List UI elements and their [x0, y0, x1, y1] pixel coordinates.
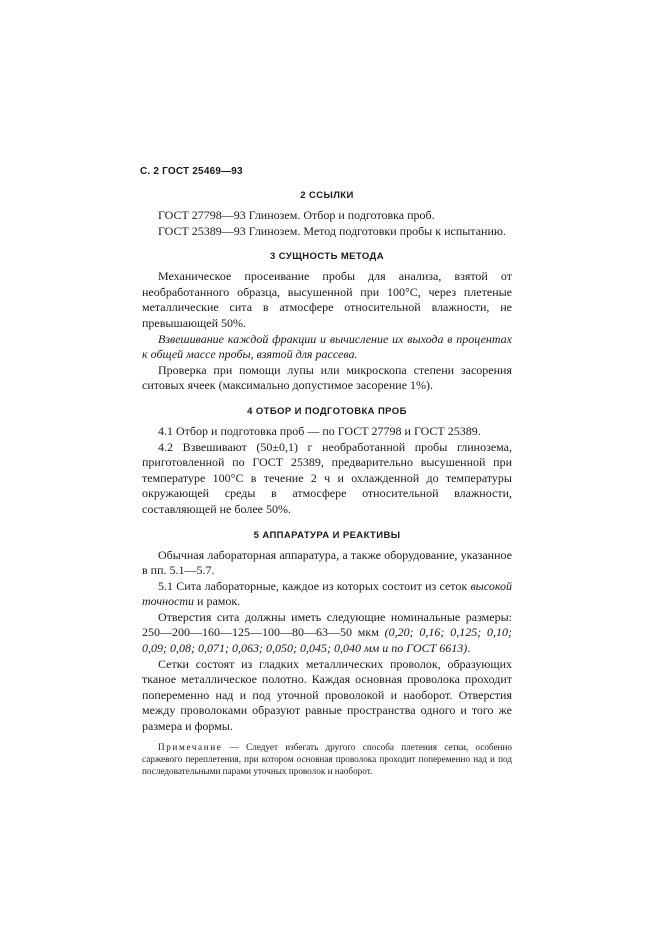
method-paragraph: Взвешивание каждой фракции и вычисление их выхода в процентах к общей массе пробы, взятой для рассева.: [142, 331, 512, 362]
section-heading-apparatus: 5 АППАРАТУРА И РЕАКТИВЫ: [253, 529, 401, 541]
apparatus-paragraph: [142, 579, 512, 610]
section-heading-references: 2 ССЫЛКИ: [300, 190, 354, 201]
text-run: Отверстия сита должны иметь следующие номинальные размеры: 250—200—160—125—100—80—63—50 мкм: [142, 609, 512, 640]
text-run: 5.1 Сита лабораторные, каждое из которых состоит из сеток: [158, 578, 471, 593]
note: [142, 741, 512, 778]
section-heading-sampling: 4 ОТБОР И ПОДГОТОВКА ПРОБ: [247, 405, 407, 417]
apparatus-paragraph: Обычная лабораторная аппаратура, а также оборудование, указанное в пп. 5.1—5.7.: [142, 547, 512, 578]
sampling-paragraph: 4.2 Взвешивают (50±0,1) г необработанной пробы глинозема, приготовленной по ГОСТ 25389, предварительно высушенной при температуре 100°С в течение 2 ч и охлажденной до температуры окружающей среды в атмосфере относительной влажности, составляющей не более 50%.: [142, 439, 512, 516]
method-paragraph: Проверка при помощи лупы или микроскопа степени засорения ситовых ячеек (максимально допустимое засорение 1%).: [142, 362, 512, 393]
page-header: С. 2 ГОСТ 25469—93: [140, 166, 243, 177]
section-heading-method: 3 СУЩНОСТЬ МЕТОДА: [270, 251, 384, 263]
apparatus-paragraph: Сетки состоят из гладких металлических проволок, образующих тканое металлическое полотно. Каждая основная проволока проходит попеременно над и под уточной проволокой и наоборот. Отверстия между проволоками образуют равные пространства одного и того же размера и формы.: [142, 656, 512, 734]
text-run-italic: высокой точности: [142, 578, 512, 609]
text-run-italic: (0,20; 0,16; 0,125; 0,10; 0,09; 0,08; 0,071; 0,063; 0,050; 0,045; 0,040 мм и по ГОСТ 6613): [142, 625, 512, 656]
sampling-paragraph: 4.1 Отбор и подготовка проб — по ГОСТ 27798 и ГОСТ 25389.: [158, 423, 481, 438]
method-paragraph: Механическое просеивание пробы для анализа, взятой от необработанного образца, высушенной при 100°С, через плетеные металлические сита в атмосфере относительной влажности, не превышающей 50%.: [142, 269, 512, 330]
note-label: Примечание: [158, 741, 223, 752]
note-text: — Следует избегать другого способа плетения сетки, особенно саржевого переплетения, при котором основная проволока проходит попеременно над и под последовательными парами уточных проволок и наоборот.: [142, 741, 512, 777]
text-run: и рамок.: [194, 594, 241, 609]
reference-item: ГОСТ 27798—93 Глинозем. Отбор и подготовка проб.: [158, 208, 435, 222]
reference-item: ГОСТ 25389—93 Глинозем. Метод подготовки пробы к испытанию.: [158, 223, 506, 238]
apparatus-paragraph: [142, 610, 512, 657]
text-run: .: [467, 641, 471, 656]
document-body: [142, 190, 512, 777]
